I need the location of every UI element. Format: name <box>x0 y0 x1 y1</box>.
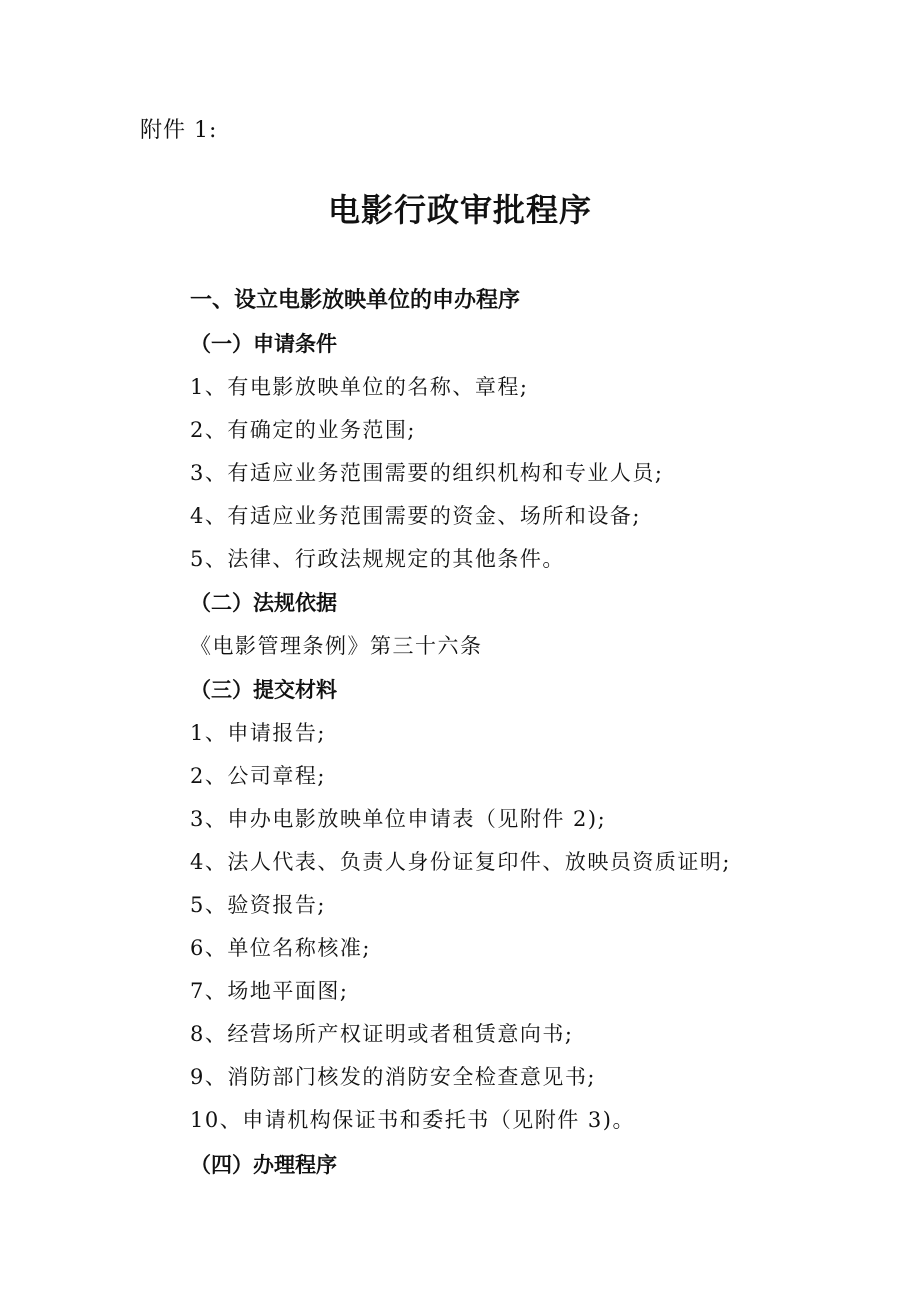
material-item: 9、消防部门核发的消防安全检查意见书; <box>190 1065 596 1089</box>
material-item: 4、法人代表、负责人身份证复印件、放映员资质证明; <box>190 850 731 874</box>
condition-item: 2、有确定的业务范围; <box>190 418 416 442</box>
conditions-heading: （一）申请条件 <box>190 332 337 356</box>
material-item: 8、经营场所产权证明或者租赁意向书; <box>190 1022 574 1046</box>
legal-basis-text: 《电影管理条例》第三十六条 <box>190 634 483 658</box>
material-item: 1、申请报告; <box>190 721 326 745</box>
material-item: 2、公司章程; <box>190 764 326 788</box>
condition-item: 5、法律、行政法规规定的其他条件。 <box>190 547 565 571</box>
material-item: 5、验资报告; <box>190 893 326 917</box>
condition-item: 3、有适应业务范围需要的组织机构和专业人员; <box>190 461 664 485</box>
procedure-heading: （四）办理程序 <box>190 1153 337 1177</box>
materials-heading: （三）提交材料 <box>190 678 337 702</box>
material-item: 10、申请机构保证书和委托书（见附件 3)。 <box>190 1108 635 1132</box>
annex-label: 附件 1: <box>140 118 218 143</box>
material-item: 3、申办电影放映单位申请表（见附件 2); <box>190 807 607 831</box>
material-item: 6、单位名称核准; <box>190 936 371 960</box>
material-item: 7、场地平面图; <box>190 979 349 1003</box>
section-heading: 一、设立电影放映单位的申办程序 <box>190 288 521 313</box>
document-title: 电影行政审批程序 <box>327 191 592 229</box>
legal-basis-heading: （二）法规依据 <box>190 591 337 615</box>
condition-item: 1、有电影放映单位的名称、章程; <box>190 375 529 399</box>
condition-item: 4、有适应业务范围需要的资金、场所和设备; <box>190 504 641 528</box>
